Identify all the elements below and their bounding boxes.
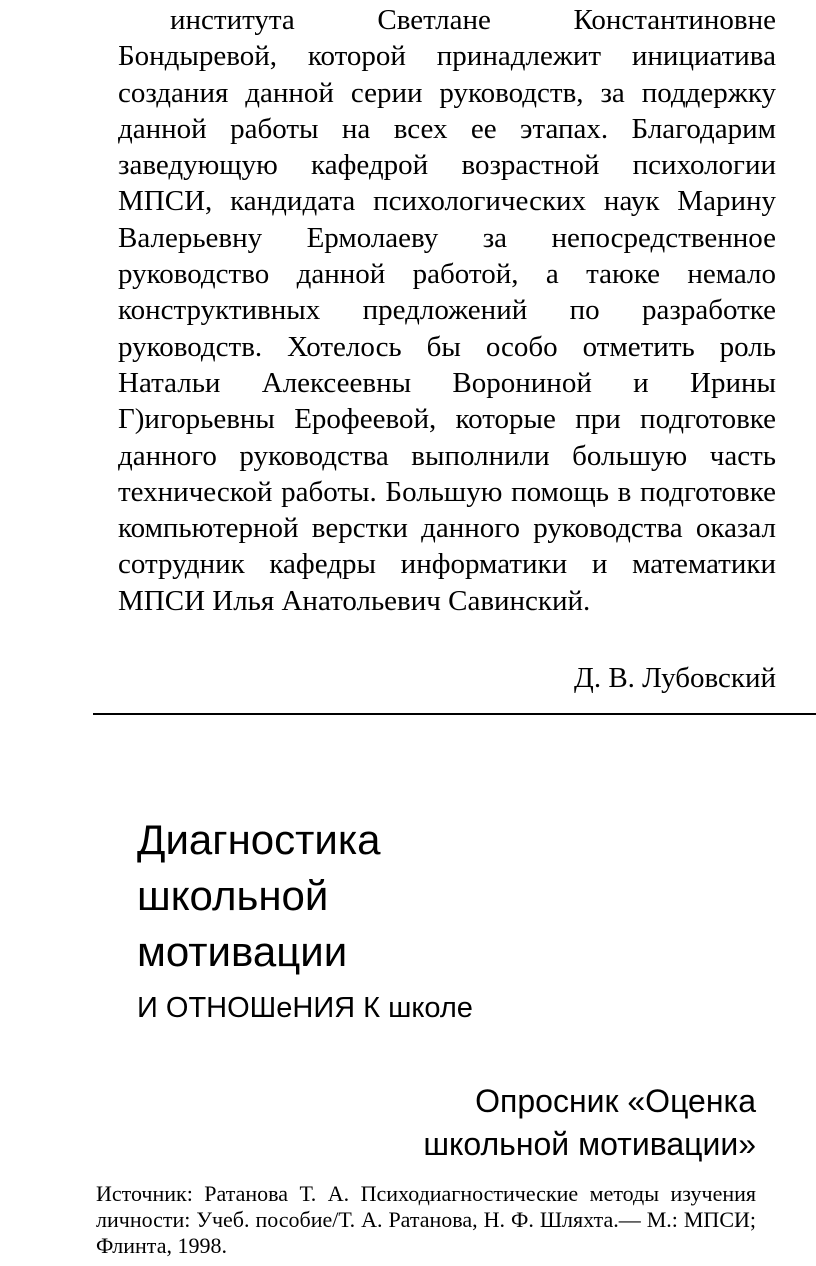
section-title-line-2: школьной (137, 872, 329, 919)
section-title-line-3: мотивации (137, 928, 348, 975)
section-divider (93, 713, 816, 715)
author-signature: Д. В. Лубовский (574, 662, 776, 694)
preface-text (118, 2, 776, 619)
section-title (137, 812, 381, 980)
questionnaire-title-line-1: Опросник «Оценка (475, 1083, 756, 1119)
source-citation: Источник: Ратанова Т. А. Психодиагностические методы изучения личности: Учеб. пособие/Т. А. Ратанова, Н. Ф. Шляхта.— М.: МПСИ; Флинта, 1998. (96, 1181, 756, 1258)
questionnaire-title (423, 1080, 756, 1166)
questionnaire-title-line-2: школьной мотивации» (423, 1126, 756, 1162)
section-title-line-1: Диагностика (137, 816, 381, 863)
section-subtitle: И ОТНОШеНИЯ К школе (137, 992, 473, 1024)
preface-paragraph: института Светлане Константиновне Бондыревой, которой принадлежит инициатива создания данной серии руководств, за поддержку данной работы на всех ее этапах. Благодарим заведующую кафедрой возрастной психологии МПСИ, кандидата психологических наук Марину Валерьевну Ермолаеву за непосредственное руководство данной работой, а таюке немало конструктивных предложений по разработке руководств. Хотелось бы особо отметить роль Натальи Алексеевны Ворониной и Ирины Г)игорьевны Ерофеевой, которые при подготовке данного руководства выполнили большую часть технической работы. Большую помощь в подготовке компьютерной верстки данного руководства оказал сотрудник кафедры информатики и математики МПСИ Илья Анатольевич Савинский. (118, 4, 776, 617)
